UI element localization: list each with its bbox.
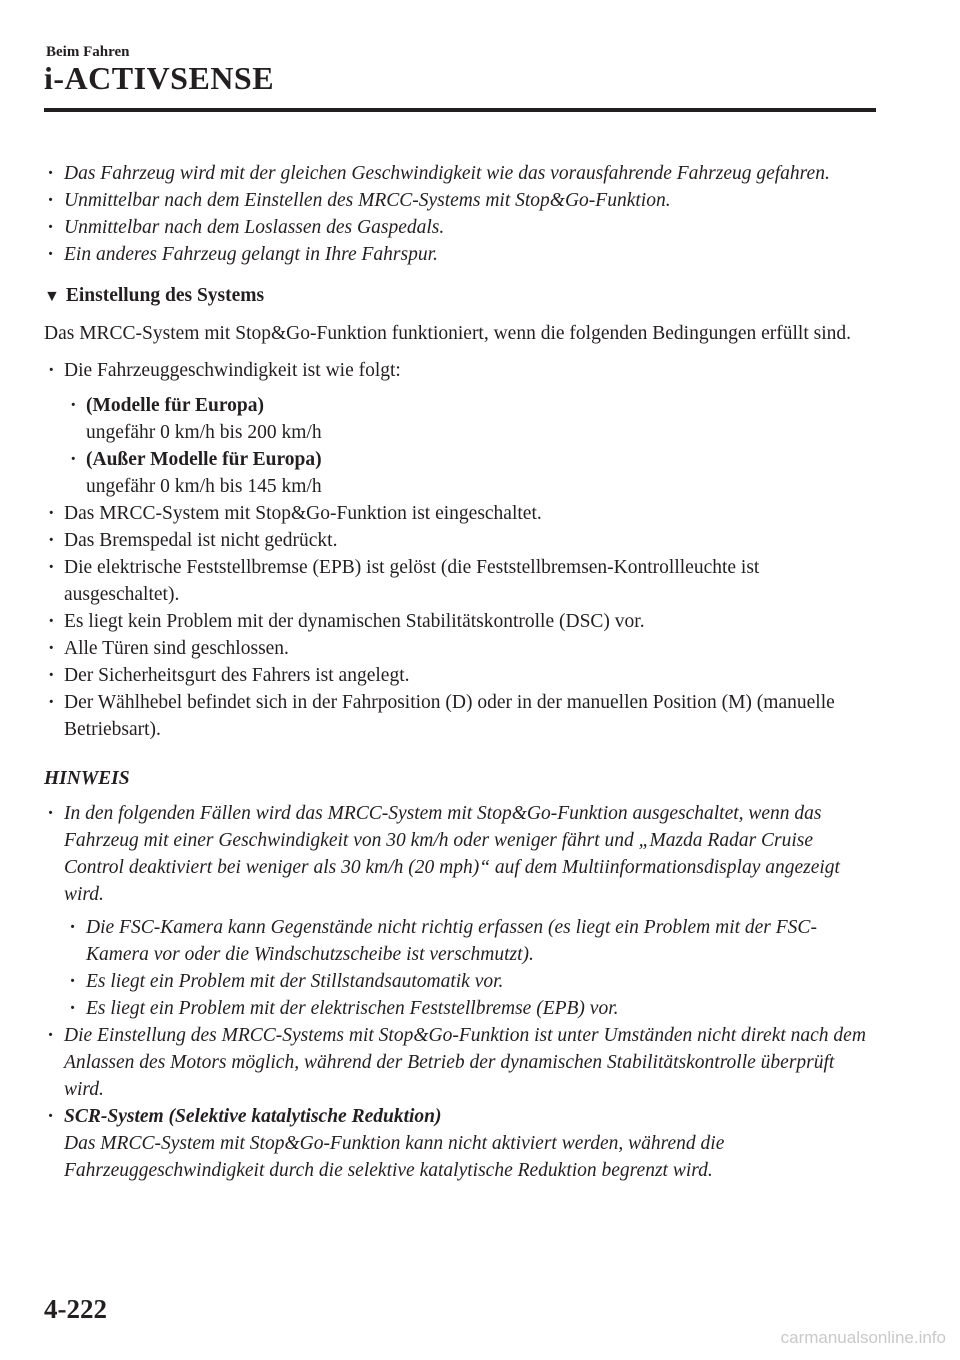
list-item: · Das MRCC-System mit Stop&Go-Funktion ist eingeschaltet. (44, 500, 876, 527)
list-item: · Es liegt kein Problem mit der dynamischen Stabilitätskontrolle (DSC) vor. (44, 608, 876, 635)
watermark: carmanualsonline.info (780, 1328, 946, 1347)
note-item: · In den folgenden Fällen wird das MRCC-System mit Stop&Go-Funktion ausgeschaltet, wenn das Fahrzeug mit einer Geschwindigkeit von 30 km/h oder weniger fährt und „Mazda Radar Cruise Control deaktiviert bei weniger als 30 km/h (20 mph)“ auf dem Multiinformationsdisplay angezeigt wird. (44, 800, 876, 908)
paragraph: Das MRCC-System mit Stop&Go-Funktion funktioniert, wenn die folgenden Bedingungen erfüllt sind. (44, 323, 852, 344)
triangle-down-icon: ▼ (44, 288, 60, 305)
page-title: i-ACTIVSENSE (44, 60, 275, 96)
note-sub-item: · Die FSC-Kamera kann Gegenstände nicht richtig erfassen (es liegt ein Problem mit der FSC-Kamera vor oder die Windschutzscheibe ist verschmutzt). (66, 914, 876, 968)
section-heading-text: Einstellung des Systems (65, 285, 265, 306)
page-number: 4-222 (44, 1294, 107, 1324)
list-item: · Ein anderes Fahrzeug gelangt in Ihre Fahrspur. (44, 241, 876, 268)
section-heading (44, 282, 876, 310)
note-item-scr: · SCR-System (Selektive katalytische Reduktion) (44, 1103, 876, 1130)
list-item: · Unmittelbar nach dem Einstellen des MRCC-Systems mit Stop&Go-Funktion. (44, 187, 876, 214)
list-item-other: · (Außer Modelle für Europa) (66, 446, 876, 473)
header-rule (44, 108, 876, 112)
list-item-europe: · (Modelle für Europa) (66, 392, 876, 419)
list-item: · Das Bremspedal ist nicht gedrückt. (44, 527, 876, 554)
speed-range-europe: ungefähr 0 km/h bis 200 km/h (86, 422, 322, 443)
note-scr-text: Das MRCC-System mit Stop&Go-Funktion kann nicht aktiviert werden, während die Fahrzeuggeschwindigkeit durch die selektive katalytische Reduktion begrenzt wird. (64, 1133, 725, 1181)
page-content (44, 160, 876, 1184)
list-item: · Unmittelbar nach dem Loslassen des Gaspedals. (44, 214, 876, 241)
list-item: · Die Fahrzeuggeschwindigkeit ist wie folgt: (44, 357, 876, 384)
list-item: · Der Wählhebel befindet sich in der Fahrposition (D) oder in der manuellen Position (M) (manuelle Betriebsart). (44, 689, 876, 743)
section-label: Beim Fahren (46, 44, 130, 60)
list-item: · Alle Türen sind geschlossen. (44, 635, 876, 662)
speed-range-other: ungefähr 0 km/h bis 145 km/h (86, 476, 322, 497)
list-item: · Die elektrische Feststellbremse (EPB) ist gelöst (die Feststellbremsen-Kontrollleuchte ist ausgeschaltet). (44, 554, 876, 608)
note-sub-item: · Es liegt ein Problem mit der Stillstandsautomatik vor. (66, 968, 876, 995)
note-item: · Die Einstellung des MRCC-Systems mit Stop&Go-Funktion ist unter Umständen nicht direkt nach dem Anlassen des Motors möglich, während der Betrieb der dynamischen Stabilitätskontrolle überprüft wird. (44, 1022, 876, 1103)
note-sub-item: · Es liegt ein Problem mit der elektrischen Feststellbremse (EPB) vor. (66, 995, 876, 1022)
list-item: · Das Fahrzeug wird mit der gleichen Geschwindigkeit wie das vorausfahrende Fahrzeug gefahren. (44, 160, 876, 187)
list-item: · Der Sicherheitsgurt des Fahrers ist angelegt. (44, 662, 876, 689)
note-heading: HINWEIS (44, 768, 130, 789)
